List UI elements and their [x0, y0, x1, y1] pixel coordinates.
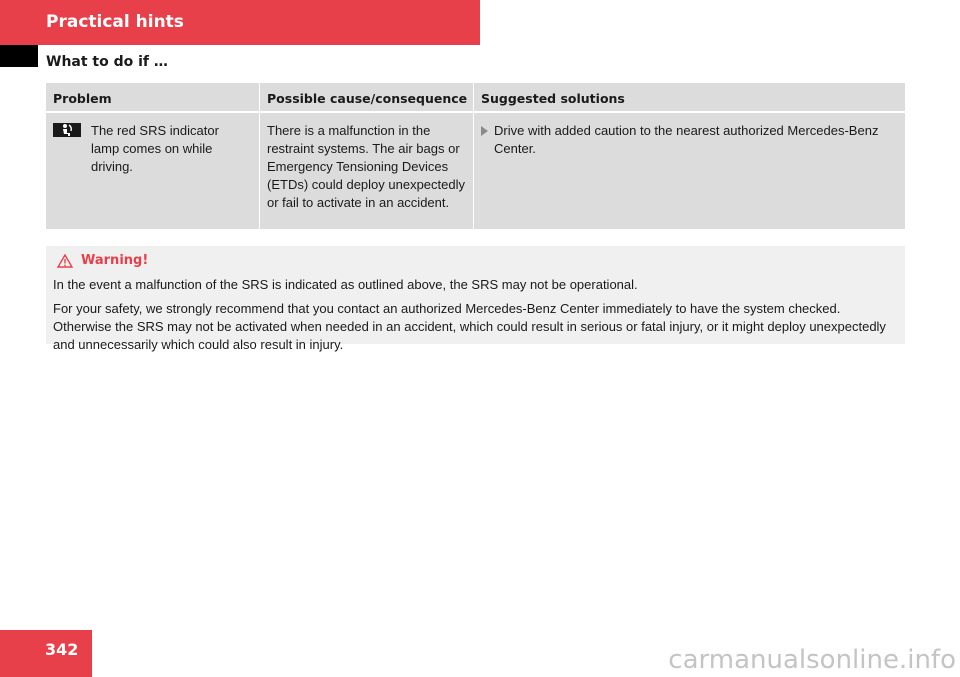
section-title: Practical hints: [46, 12, 184, 32]
cause-cell: There is a malfunction in the restraint systems. The air bags or Emergency Tensioning Devices (ETDs) could deploy unexpectedly or fail to activate in an accident.: [260, 113, 474, 229]
table-row: [46, 113, 905, 229]
problem-text: The red SRS indicator lamp comes on while driving.: [91, 123, 219, 174]
column-header-problem: Problem: [46, 83, 260, 111]
bullet-arrow-icon: [481, 126, 488, 136]
warning-title: Warning!: [81, 253, 149, 268]
solution-text: Drive with added caution to the nearest authorized Mercedes-Benz Center.: [494, 123, 879, 156]
srs-airbag-indicator-icon: [53, 123, 81, 137]
solution-cell: [474, 113, 905, 229]
column-header-cause: Possible cause/consequence: [260, 83, 474, 111]
column-header-solutions: Suggested solutions: [481, 91, 625, 106]
section-header: [0, 0, 480, 45]
section-tab-marker: [0, 45, 38, 67]
page-subheading: What to do if …: [46, 54, 168, 70]
problem-cell: [46, 113, 260, 229]
warning-paragraph: In the event a malfunction of the SRS is indicated as outlined above, the SRS may not be operational.: [53, 277, 638, 292]
warning-triangle-icon: [57, 254, 73, 268]
table-header-row: [46, 83, 905, 113]
warning-heading: [53, 252, 899, 270]
page-number: 342: [0, 630, 92, 677]
warning-box: [46, 246, 905, 352]
warning-paragraph: For your safety, we strongly recommend that you contact an authorized Mercedes-Benz Center immediately to have the system checked. Otherwise the SRS may not be activated when needed in an accident, which could result in serious or fatal injury, or it might deploy unexpectedly and unnecessarily which could also result in injury.: [53, 301, 886, 352]
troubleshooting-table: [46, 83, 905, 229]
watermark: carmanualsonline.info: [668, 645, 956, 675]
